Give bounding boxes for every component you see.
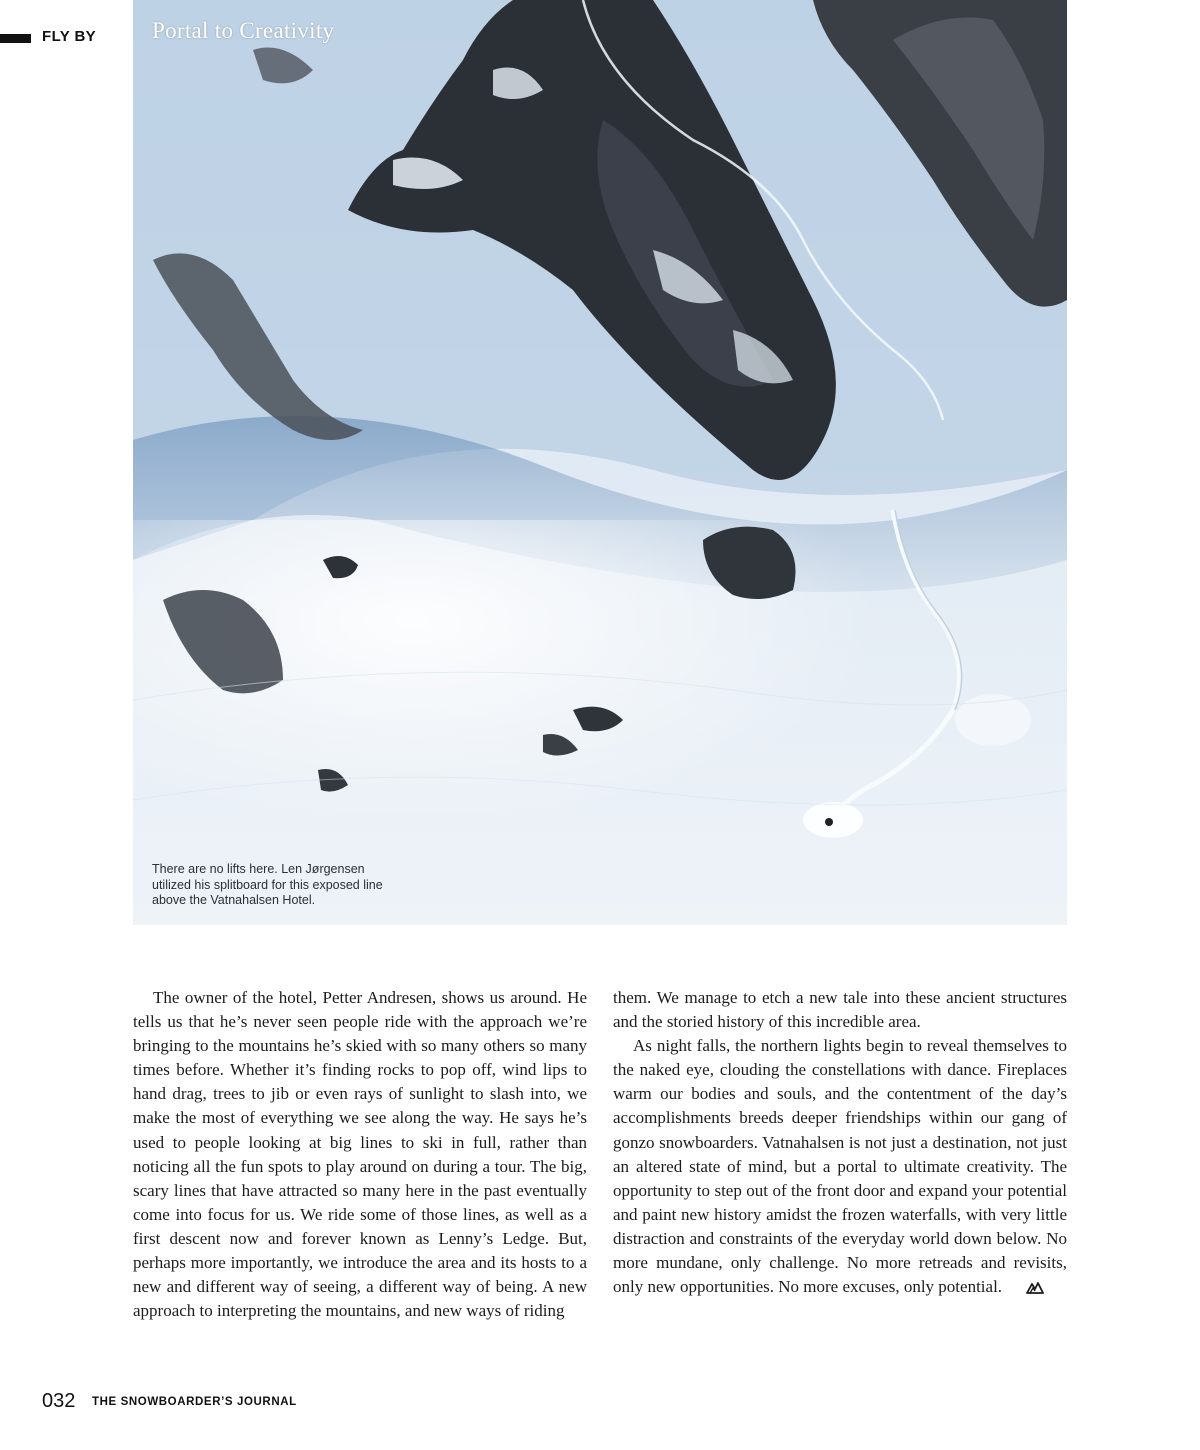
- snowy-mountain-image: [133, 0, 1067, 925]
- article-column-right: [613, 986, 1067, 1301]
- article-title: Portal to Creativity: [152, 18, 335, 43]
- article-paragraph: them. We manage to etch a new tale into these ancient structures and the storied history of this incredible area.: [613, 988, 1067, 1032]
- photo-caption: There are no lifts here. Len Jørgensen utilized his splitboard for this exposed line above the Vatnahalsen Hotel.: [152, 862, 383, 907]
- article-column-left: [133, 986, 587, 1323]
- hero-photo: [133, 0, 1067, 925]
- mountain-end-mark-icon: [1006, 1277, 1044, 1301]
- magazine-name: THE SNOWBOARDER’S JOURNAL: [92, 1396, 297, 1408]
- article-paragraph: The owner of the hotel, Petter Andresen, shows us around. He tells us that he’s never seen people ride with the approach we’re bringing to the mountains he’s skied with so many others so many times before. Whether it’s finding rocks to pop off, wind lips to hand drag, trees to jib or even rays of sunlight to slash into, we make the most of everything we see along the way. He says he’s used to people looking at big lines to ski in full, rather than noticing all the fun spots to play around on during a tour. The big, scary lines that have attracted so many here in the past eventually come into focus for us. We ride some of those lines, as well as a first descent now and forever known as Lenny’s Ledge. But, perhaps more importantly, we introduce the area and its hosts to a new and different way of seeing, a different way of being. A new approach to interpreting the mountains, and new ways of riding: [133, 988, 587, 1321]
- article-paragraph: As night falls, the northern lights begin to reveal themselves to the naked eye, clouding the constellations with dance. Fireplaces warm our bodies and souls, and the contentment of the day’s accomplishments breeds deeper friendships within our gang of gonzo snowboarders. Vatnahalsen is not just a destination, not just an altered state of mind, but a portal to ultimate creativity. The opportunity to step out of the front door and expand your potential and paint new history amidst the frozen waterfalls, with very little distraction and constraints of the everyday world down below. No more mundane, only challenge. No more retreads and revisits, only new opportunities. No more excuses, only potential.: [613, 1036, 1067, 1297]
- page-number: 032: [42, 1390, 76, 1412]
- section-label: FLY BY: [42, 28, 97, 45]
- rider-figure: [825, 818, 833, 826]
- section-marker-bar: [0, 34, 31, 43]
